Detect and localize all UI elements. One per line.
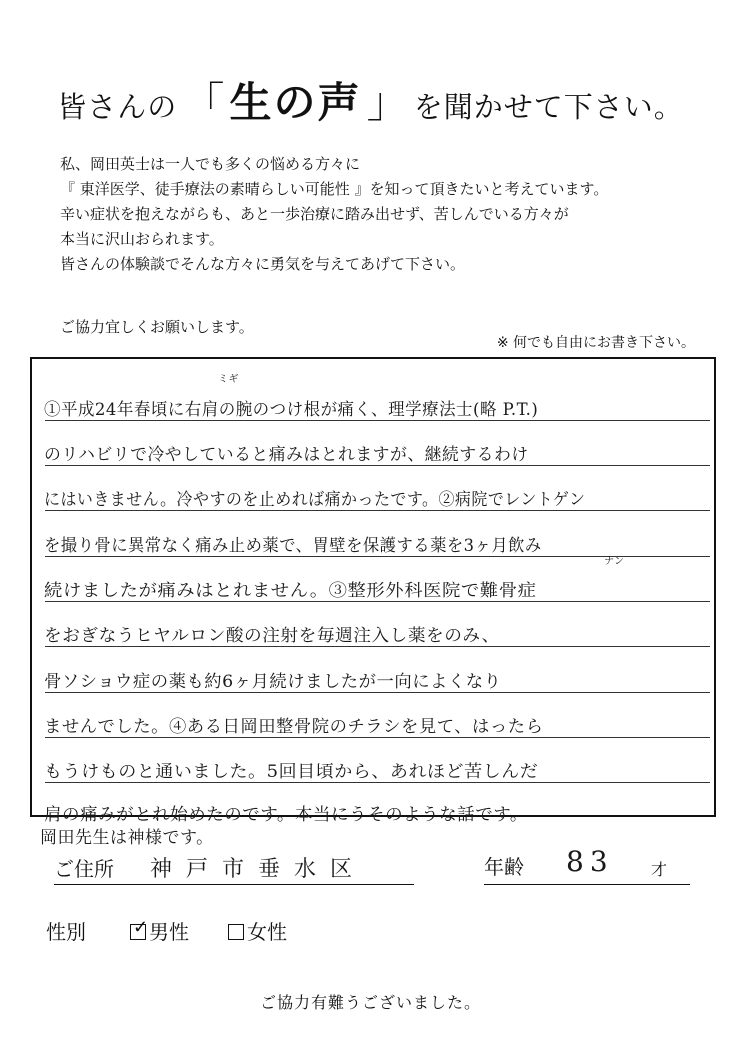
ruled-line <box>45 510 710 511</box>
ruled-line <box>45 782 710 783</box>
female-checkbox[interactable] <box>228 924 244 940</box>
handwritten-line: のリハビリで冷やしていると痛みはとれますが、継続するわけ <box>44 445 529 465</box>
closing-text: ご協力宜しくお願いします。 <box>60 318 254 336</box>
thanks-text: ご協力有難うございました。 <box>259 993 481 1012</box>
age-value[interactable]: 83 <box>566 845 614 878</box>
title-main: 生の声 <box>229 78 362 127</box>
ruled-line <box>45 646 710 647</box>
handwritten-line: を撮り骨に異常なく痛み止め薬で、胃壁を保護する薬を3ヶ月飲み <box>44 536 542 556</box>
handwritten-line: ませんでした。④ある日岡田整骨院のチラシを見て、はったら <box>44 717 544 737</box>
title-suffix: を聞かせて下さい。 <box>413 90 684 124</box>
intro-line: 私、岡田英士は一人でも多くの悩める方々に <box>60 155 361 173</box>
gender-label: 性別 <box>46 920 86 944</box>
bracket-close: 」 <box>366 78 409 127</box>
male-label: 男性 <box>149 920 189 944</box>
intro-line: 辛い症状を抱えながらも、あと一歩治療に踏み出せず、苦しんでいる方々が <box>60 205 569 223</box>
female-label: 女性 <box>247 920 287 944</box>
handwritten-line: 続けましたが痛みはとれません。③整形外科医院で難骨症 <box>44 581 537 601</box>
page-title <box>0 70 741 130</box>
address-value[interactable]: 神戸市垂水区 <box>150 857 367 882</box>
intro-line: 本当に沢山おられます。 <box>60 230 224 248</box>
handwritten-line: をおぎなうヒヤルロン酸の注射を毎週注入し薬をのみ、 <box>44 626 500 646</box>
handwritten-line: もうけものと通いました。5回目頃から、あれほど苦しんだ <box>44 762 539 782</box>
intro-line: 『 東洋医学、徒手療法の素晴らしい可能性 』を知って頂きたいと考えています。 <box>60 180 609 198</box>
ruled-line <box>45 465 710 466</box>
handwritten-line: 骨ソショウ症の薬も約6ヶ月続けましたが一向によくなり <box>44 672 502 692</box>
ruled-line <box>45 737 710 738</box>
address-label: ご住所 <box>54 857 114 881</box>
ruled-line <box>45 601 710 602</box>
bracket-open: 「 <box>182 78 225 127</box>
handwritten-line: ①平成24年春頃に右肩の腕のつけ根が痛く、理学療法士(略 P.T.) <box>44 400 539 420</box>
intro-line: 皆さんの体験談でそんな方々に勇気を与えてあげて下さい。 <box>60 255 466 273</box>
ruled-line <box>45 692 710 693</box>
age-unit: 才 <box>651 860 668 879</box>
check-icon: ✓ <box>133 917 149 938</box>
intro-text <box>60 152 608 277</box>
gender-female-option[interactable] <box>228 916 287 945</box>
ruled-line <box>45 420 710 421</box>
age-underline <box>484 884 690 885</box>
title-prefix: 皆さんの <box>57 90 178 124</box>
furigana-migi: ミギ <box>218 374 239 385</box>
address-underline <box>54 884 414 885</box>
age-label: 年齢 <box>484 855 524 879</box>
free-writing-note: ※ 何でも自由にお書き下さい。 <box>496 335 695 351</box>
furigana-nan: ナン <box>604 556 625 567</box>
handwritten-line: 肩の痛みがとれ始めたのです。本当にうそのような話です。 <box>44 805 528 825</box>
handwritten-line: にはいきません。冷やすのを止めれば痛かったです。②病院でレントゲン <box>44 490 586 510</box>
gender-male-option[interactable] <box>130 916 189 945</box>
male-checkbox[interactable] <box>130 917 149 940</box>
handwritten-line: 岡田先生は神様です。 <box>40 828 214 848</box>
